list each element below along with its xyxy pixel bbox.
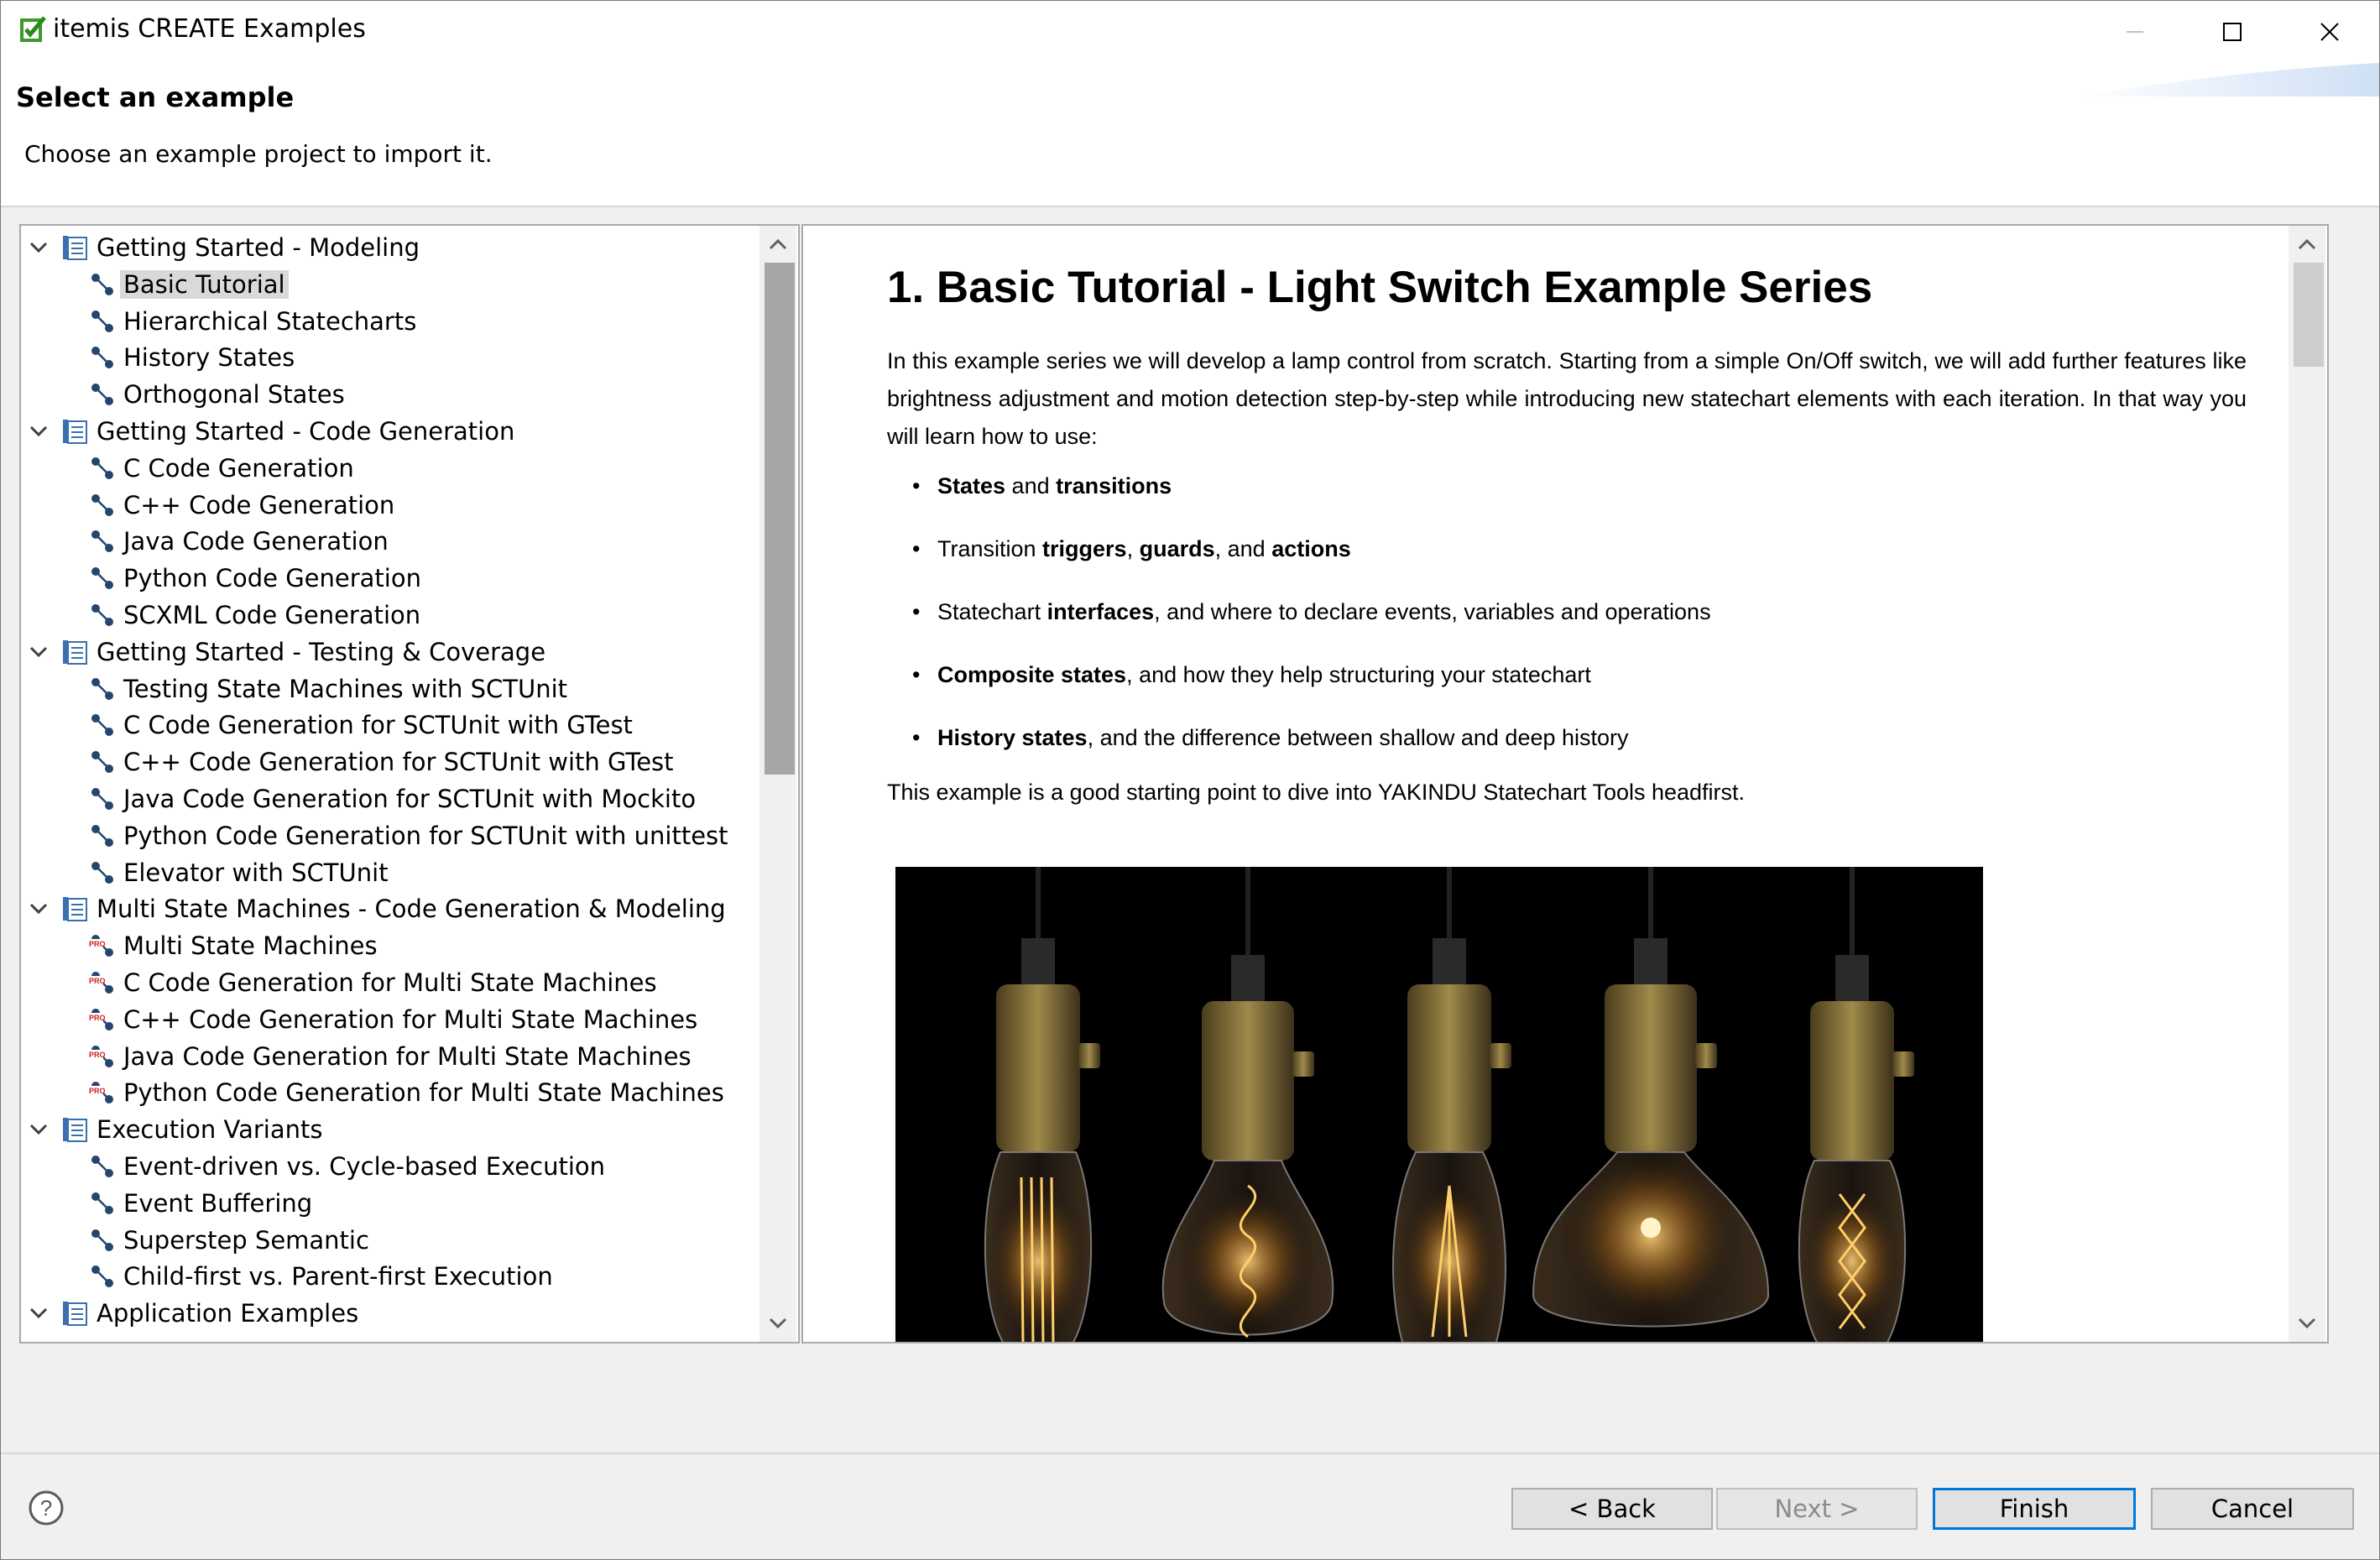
tree-item[interactable] — [88, 1148, 608, 1185]
tree-item[interactable] — [88, 854, 392, 891]
cancel-button[interactable]: Cancel — [2151, 1488, 2354, 1530]
tree-item[interactable] — [88, 523, 392, 560]
doc-text: and — [1005, 472, 1057, 498]
tree-item[interactable] — [88, 817, 732, 854]
expand-toggle[interactable] — [26, 1301, 51, 1326]
doc-keyword: interfaces — [1046, 598, 1155, 624]
statechart-icon — [88, 1225, 118, 1255]
tree-item-label: C Code Generation — [123, 453, 354, 483]
doc-text: , and how they help structuring your statechart — [1126, 661, 1591, 687]
tree-category[interactable] — [26, 413, 518, 450]
chevron-down-icon — [29, 1307, 48, 1319]
tree-item[interactable] — [88, 339, 298, 376]
statechart-icon — [88, 563, 118, 593]
doc-text: , — [1126, 535, 1140, 561]
tree-item[interactable] — [88, 1038, 695, 1075]
back-button[interactable]: < Back — [1511, 1488, 1713, 1530]
window-title: itemis CREATE Examples — [53, 14, 366, 44]
light-bulbs-photo — [895, 867, 1983, 1343]
tree-item-label: Testing State Machines with SCTUnit — [123, 674, 568, 703]
category-icon — [61, 639, 88, 665]
chevron-down-icon — [2298, 1317, 2316, 1329]
chevron-down-icon — [29, 242, 48, 253]
tree-scrollbar[interactable] — [759, 226, 796, 1342]
statechart-icon — [88, 269, 118, 300]
tree-item-label: Child-first vs. Parent-first Execution — [123, 1262, 553, 1291]
statechart-icon — [88, 526, 118, 556]
doc-keyword: guards — [1139, 535, 1215, 561]
app-icon — [18, 14, 48, 44]
tree-item[interactable] — [88, 780, 699, 817]
doc-feature-item — [912, 593, 2247, 631]
statechart-icon — [88, 379, 118, 410]
tree-item[interactable] — [88, 597, 424, 634]
pro-statechart-icon — [88, 1041, 118, 1072]
maximize-icon — [2223, 23, 2242, 41]
tree-item[interactable] — [88, 560, 425, 597]
close-icon — [2320, 23, 2339, 41]
title-bar — [1, 1, 2379, 63]
tree-category-label: Getting Started - Code Generation — [97, 417, 515, 446]
svg-text:PRO: PRO — [89, 977, 106, 985]
statechart-icon — [88, 858, 118, 888]
svg-text:PRO: PRO — [89, 1087, 106, 1096]
tree-item-label: C Code Generation for Multi State Machines — [123, 968, 657, 997]
tree-item[interactable] — [88, 450, 358, 487]
svg-text:PRO: PRO — [89, 1050, 106, 1059]
tree-item-label: Python Code Generation for SCTUnit with unittest — [123, 821, 728, 850]
doc-intro: In this example series we will develop a lamp control from scratch. Starting from a simple On/Off switch, we will add further features like brightness adjustment and motion detection step-by-step while introducing new statechart elements with each iteration. In that way you will learn how to use: — [887, 347, 2247, 449]
tree-item-label: C Code Generation for SCTUnit with GTest — [123, 711, 633, 740]
doc-feature-list — [887, 467, 2247, 757]
statechart-icon — [88, 674, 118, 704]
tree-item-label: Python Code Generation — [123, 564, 421, 593]
category-icon — [61, 1116, 88, 1143]
tree-item[interactable] — [88, 743, 677, 780]
tree-category[interactable] — [26, 634, 549, 670]
doc-feature-item — [912, 719, 2247, 757]
doc-keyword: transitions — [1056, 472, 1172, 498]
doc-keyword: actions — [1271, 535, 1351, 561]
tree-category[interactable] — [26, 1295, 362, 1332]
content-scroll-up-button[interactable] — [2289, 226, 2325, 263]
tree-item-label: C++ Code Generation for Multi State Machines — [123, 1004, 698, 1034]
tree-category[interactable] — [26, 229, 423, 266]
pro-statechart-icon — [88, 1004, 118, 1035]
tree-item[interactable] — [88, 303, 420, 340]
pro-statechart-icon — [88, 968, 118, 998]
pro-statechart-icon — [88, 931, 118, 961]
chevron-down-icon — [769, 1317, 787, 1329]
statechart-icon — [88, 747, 118, 777]
tree-item[interactable] — [88, 376, 348, 413]
statechart-icon — [88, 1261, 118, 1291]
tree-item-label: Elevator with SCTUnit — [123, 858, 389, 887]
expand-toggle[interactable] — [26, 235, 51, 260]
tree-category-label: Multi State Machines - Code Generation & Modeling — [97, 895, 726, 924]
doc-title: 1. Basic Tutorial - Light Switch Example Series — [887, 263, 1873, 312]
tree-item[interactable] — [88, 1258, 556, 1295]
tree-item-label: Orthogonal States — [123, 380, 345, 410]
statechart-icon — [88, 600, 118, 630]
tree-item-label: Multi State Machines — [123, 931, 378, 961]
doc-feature-item — [912, 530, 2247, 568]
tree-item[interactable] — [88, 707, 636, 743]
tree-category[interactable] — [26, 890, 729, 927]
statechart-icon — [88, 306, 118, 337]
tree-item-label: Superstep Semantic — [123, 1225, 369, 1255]
category-icon — [61, 234, 88, 261]
chevron-down-icon — [29, 646, 48, 658]
category-icon — [61, 1300, 88, 1327]
expand-toggle[interactable] — [26, 896, 51, 921]
doc-feature-item — [912, 467, 2247, 505]
tree-category-label: Getting Started - Modeling — [97, 233, 420, 262]
close-button[interactable] — [2280, 1, 2379, 63]
category-icon — [61, 895, 88, 922]
pro-statechart-icon — [88, 1077, 118, 1108]
doc-keyword: States — [937, 472, 1006, 498]
statechart-icon — [88, 710, 118, 740]
content-scroll-thumb[interactable] — [2294, 263, 2324, 367]
tree-item-label: Python Code Generation for Multi State Machines — [123, 1078, 724, 1108]
content-scrollbar[interactable] — [2289, 226, 2325, 1342]
tree-item[interactable] — [88, 487, 398, 524]
scroll-thumb[interactable] — [765, 263, 795, 775]
footer-separator — [1, 1453, 2379, 1454]
chevron-up-icon — [2298, 238, 2316, 250]
expand-toggle[interactable] — [26, 419, 51, 444]
tree-item-label: SCXML Code Generation — [123, 601, 421, 629]
tree-item-label: C++ Code Generation — [123, 490, 395, 519]
doc-text: , and — [1214, 535, 1272, 561]
doc-text: , and where to declare events, variables and operations — [1154, 598, 1711, 624]
statechart-icon — [88, 821, 118, 851]
doc-keyword: History states — [937, 724, 1088, 750]
minimize-button[interactable] — [2085, 1, 2184, 63]
next-button[interactable]: Next > — [1716, 1488, 1918, 1530]
svg-text:PRO: PRO — [89, 940, 106, 949]
expand-toggle[interactable] — [26, 639, 51, 665]
scroll-down-button[interactable] — [759, 1305, 796, 1342]
tree-item-label: Java Code Generation for SCTUnit with Mockito — [123, 785, 697, 813]
statechart-icon — [88, 342, 118, 373]
statechart-icon — [88, 490, 118, 520]
tree-category-label: Getting Started - Testing & Coverage — [97, 637, 546, 666]
tree-item-label: Basic Tutorial — [120, 270, 289, 299]
svg-text:?: ? — [39, 1495, 53, 1521]
tree-item[interactable] — [88, 1074, 728, 1111]
doc-text: Statechart — [937, 598, 1047, 624]
statechart-icon — [88, 1151, 118, 1182]
tree-item[interactable] — [88, 670, 571, 707]
chevron-down-icon — [29, 1124, 48, 1135]
doc-outro: This example is a good starting point to dive into YAKINDU Statechart Tools headfirst. — [887, 779, 1746, 805]
statechart-icon — [88, 453, 118, 483]
tree-item-label: Java Code Generation — [123, 527, 389, 556]
expand-toggle[interactable] — [26, 1117, 51, 1142]
doc-keyword: triggers — [1042, 535, 1127, 561]
example-description-panel — [801, 224, 2329, 1343]
finish-button[interactable]: Finish — [1933, 1488, 2136, 1530]
doc-keyword: Composite states — [937, 661, 1127, 687]
tree-item[interactable] — [88, 964, 660, 1001]
tree-category-label: Execution Variants — [97, 1115, 323, 1145]
header-banner-graphic — [2077, 63, 2379, 97]
tree-item-label: Java Code Generation for Multi State Machines — [123, 1041, 692, 1071]
tree-item[interactable] — [88, 1001, 701, 1038]
doc-text: Transition — [937, 535, 1043, 561]
page-title: Select an example — [16, 81, 295, 113]
tree-item[interactable] — [88, 1222, 373, 1259]
examples-tree[interactable] — [19, 224, 800, 1343]
tree-category[interactable] — [26, 1111, 326, 1148]
tree-item[interactable] — [88, 266, 289, 303]
tree-item-label: Event-driven vs. Cycle-based Execution — [123, 1152, 606, 1181]
tree-category-label: Application Examples — [97, 1299, 359, 1328]
chevron-down-icon — [29, 903, 48, 915]
minimize-icon — [2127, 23, 2143, 40]
doc-feature-item — [912, 656, 2247, 694]
tree-item[interactable] — [88, 927, 381, 964]
page-description: Choose an example project to import it. — [24, 140, 493, 168]
content-scroll-down-button[interactable] — [2289, 1305, 2325, 1342]
chevron-up-icon — [769, 238, 787, 250]
maximize-button[interactable] — [2183, 1, 2282, 63]
scroll-up-button[interactable] — [759, 226, 796, 263]
tree-item-label: C++ Code Generation for SCTUnit with GTest — [123, 748, 674, 777]
statechart-icon — [88, 784, 118, 814]
chevron-down-icon — [29, 425, 48, 437]
tree-item[interactable] — [88, 1185, 316, 1222]
tree-item-label: History States — [123, 343, 295, 373]
tree-item-label: Event Buffering — [123, 1188, 313, 1218]
category-icon — [61, 418, 88, 445]
tree-item-label: Hierarchical Statecharts — [123, 306, 417, 336]
statechart-icon — [88, 1188, 118, 1218]
svg-text:PRO: PRO — [89, 1013, 106, 1022]
help-icon[interactable] — [28, 1490, 65, 1526]
doc-text: , and the difference between shallow and deep history — [1087, 724, 1629, 750]
wizard-header — [1, 63, 2379, 207]
